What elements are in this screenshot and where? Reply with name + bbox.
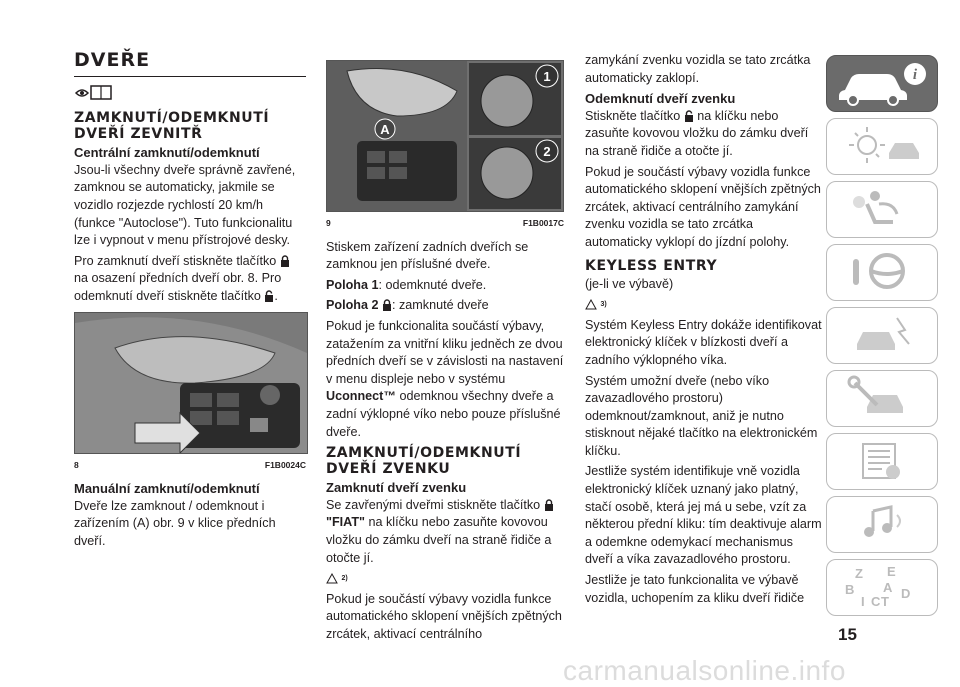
position-1-line: Poloha 1: odemknuté dveře. xyxy=(326,277,487,292)
warning-triangle-icon xyxy=(585,299,597,310)
warning-ref-2: 2) xyxy=(326,570,564,588)
tab-emergency[interactable] xyxy=(826,307,938,364)
index-letter: T xyxy=(881,594,889,609)
door-handle-illustration xyxy=(327,61,563,211)
figure-9-label-1: 1 xyxy=(543,69,551,84)
keyless-subtitle: (je-li ve výbavě) xyxy=(585,276,674,291)
outside-locking-heading: Zamknutí dveří zvenku xyxy=(326,480,467,496)
read-manual-icon xyxy=(74,83,116,101)
page-title: DVEŘE xyxy=(74,49,151,71)
position-2-line: Poloha 2 : zamknuté dveře xyxy=(326,298,489,313)
rear-door-paragraph: Stiskem zařízení zadních dveřích se zamknou jen příslušné dveře. xyxy=(326,239,529,272)
alphabet-index-icon xyxy=(827,560,937,612)
tab-technical-data[interactable] xyxy=(826,433,938,490)
inner-handle-paragraph: Pokud je funkcionalita součástí výbavy, zatažením za vnitřní kliku jedněch ze dvou předních dveří se v závislosti na nastavení v menu displeje nebo v systému Uconnect™ odemknou všechny dveře a zadní výklopné víko nebo pouze příslušné dveře. xyxy=(326,318,564,439)
manual-locking-heading: Manuální zamknutí/odemknutí xyxy=(74,481,260,497)
figure-9-label-2: 2 xyxy=(543,144,551,159)
keyless-p1: Systém Keyless Entry dokáže identifikovat elektronický klíček v blízkosti dveří a zadního výklopného víka. xyxy=(585,317,822,367)
figure-8-number: 8 xyxy=(74,459,79,470)
steering-wheel-icon xyxy=(827,245,937,297)
warning-triangle-icon xyxy=(326,573,338,584)
keyless-p2: Systém umožní dveře (nebo víko zavazadlového prostoru) odemknout/zamknout, aniž je nutno stisknout nějaké tlačítko na elektronickém klíčku. xyxy=(585,373,818,458)
warning-light-icon xyxy=(827,119,937,171)
wrench-car-icon xyxy=(827,371,937,423)
outside-unlocking-heading: Odemknutí dveří zvenku xyxy=(585,91,736,107)
figure-9-caption xyxy=(326,215,564,233)
tab-car-info[interactable] xyxy=(826,55,938,112)
index-letter: I xyxy=(861,594,865,609)
column-left xyxy=(74,49,306,554)
autoclose-paragraph: Jsou-li všechny dveře správně zavřené, zamknou se automaticky, jakmile se vozidlo rozjezde rychlostí 20 km/h (funkce "Autoclose"). Tuto funkcionalitu lze i vypnout v menu přístrojové desky. xyxy=(74,162,296,248)
index-letter: D xyxy=(901,586,911,601)
figure-8-image xyxy=(74,312,308,454)
lock-closed-icon xyxy=(382,299,392,311)
keyless-entry-heading: KEYLESS ENTRY xyxy=(585,257,718,274)
watermark: carmanualsonline.info xyxy=(563,655,846,686)
keyless-p4: Jestliže je tato funkcionalita ve výbavě vozidla, uchopením za kliku dveří řidiče xyxy=(585,573,805,605)
index-letter: Z xyxy=(855,566,863,581)
figure-8-code: F1B0024C xyxy=(264,459,306,470)
tab-multimedia[interactable] xyxy=(826,496,938,553)
index-letter: E xyxy=(887,564,896,579)
page-number: 15 xyxy=(838,625,857,644)
title-rule xyxy=(74,76,306,77)
column-right xyxy=(585,52,823,610)
figure-8-caption xyxy=(74,457,306,475)
lock-open-icon xyxy=(264,290,274,302)
tab-warning-lights[interactable] xyxy=(826,118,938,175)
central-locking-heading: Centrální zamknutí/odemknutí xyxy=(74,145,260,161)
lock-button-paragraph: Pro zamknutí dveří stiskněte tlačítko na osazení předních dveří obr. 8. Pro odemknutí dveří stiskněte tlačítko . xyxy=(74,253,306,306)
lock-closed-icon xyxy=(280,255,290,267)
figure-9-image xyxy=(326,60,564,212)
tab-safety[interactable] xyxy=(826,181,938,238)
car-crash-icon xyxy=(827,308,937,360)
mirror-fold-paragraph: Pokud je součástí výbavy vozidla funkce automatického sklopení vnějších zpětných zrcátek, aktivací centrálního xyxy=(326,591,562,641)
index-letter: B xyxy=(845,582,855,597)
keyless-p3: Jestliže systém identifikuje vně vozidla elektronický klíček uznaný jako platný, stačí osobě, která jej má u sebe, vzít za některou přední kliku: tím deaktivuje alarm a odemkne odemykací mechanismus dveří a víka zavazadlového prostoru. xyxy=(585,464,822,567)
figure-9-label-a: A xyxy=(380,122,390,137)
mirror-fold-continued: zamykání zvenku vozidla se tato zrcátka automaticky zaklopí. xyxy=(585,53,811,85)
section-heading-inside: ZAMKNUTÍ/ODEMKNUTÍ DVEŘÍ ZEVNITŘ xyxy=(74,110,270,143)
manual-locking-paragraph: Dveře lze zamknout / odemknout i zařízením (A) obr. 9 v klice předních dveří. xyxy=(74,498,276,548)
airbag-seat-icon xyxy=(827,182,937,234)
car-info-icon xyxy=(827,56,937,108)
warning-ref-3: 3) xyxy=(585,296,823,314)
outside-locking-paragraph: Se zavřenými dveřmi stiskněte tlačítko "FIAT" na klíčku nebo zasuňte kovovou vložku do zámku dveří na straně řidiče a otočte jí. xyxy=(326,497,564,567)
tab-index[interactable] xyxy=(826,559,938,616)
tab-starting-driving[interactable] xyxy=(826,244,938,301)
lock-closed-icon xyxy=(544,499,554,511)
section-heading-outside: ZAMKNUTÍ/ODEMKNUTÍ DVEŘÍ ZVENKU xyxy=(326,445,522,478)
lock-open-icon xyxy=(684,110,694,122)
door-panel-illustration xyxy=(75,313,307,453)
chapter-tabs xyxy=(826,55,938,622)
svg-text:i: i xyxy=(912,67,918,83)
outside-unlocking-paragraph: Stiskněte tlačítko na klíčku nebo zasuňte kovovou vložku do zámku dveří na straně řidiče a otočte jí. xyxy=(585,108,809,158)
index-letter: C xyxy=(871,594,881,609)
tab-maintenance[interactable] xyxy=(826,370,938,427)
figure-9-code: F1B0017C xyxy=(522,218,564,228)
multimedia-icon xyxy=(827,497,937,549)
specifications-icon xyxy=(827,434,937,486)
index-letter: A xyxy=(883,580,893,595)
figure-9-number: 9 xyxy=(326,218,331,228)
mirror-unfold-paragraph: Pokud je součástí výbavy vozidla funkce automatického sklopení vnějších zpětných zrcátek, aktivací centrálního zamykání zvenku vozidla se tato zrcátka automaticky vyklopí do jízdní polohy. xyxy=(585,164,821,249)
column-middle xyxy=(326,60,564,646)
